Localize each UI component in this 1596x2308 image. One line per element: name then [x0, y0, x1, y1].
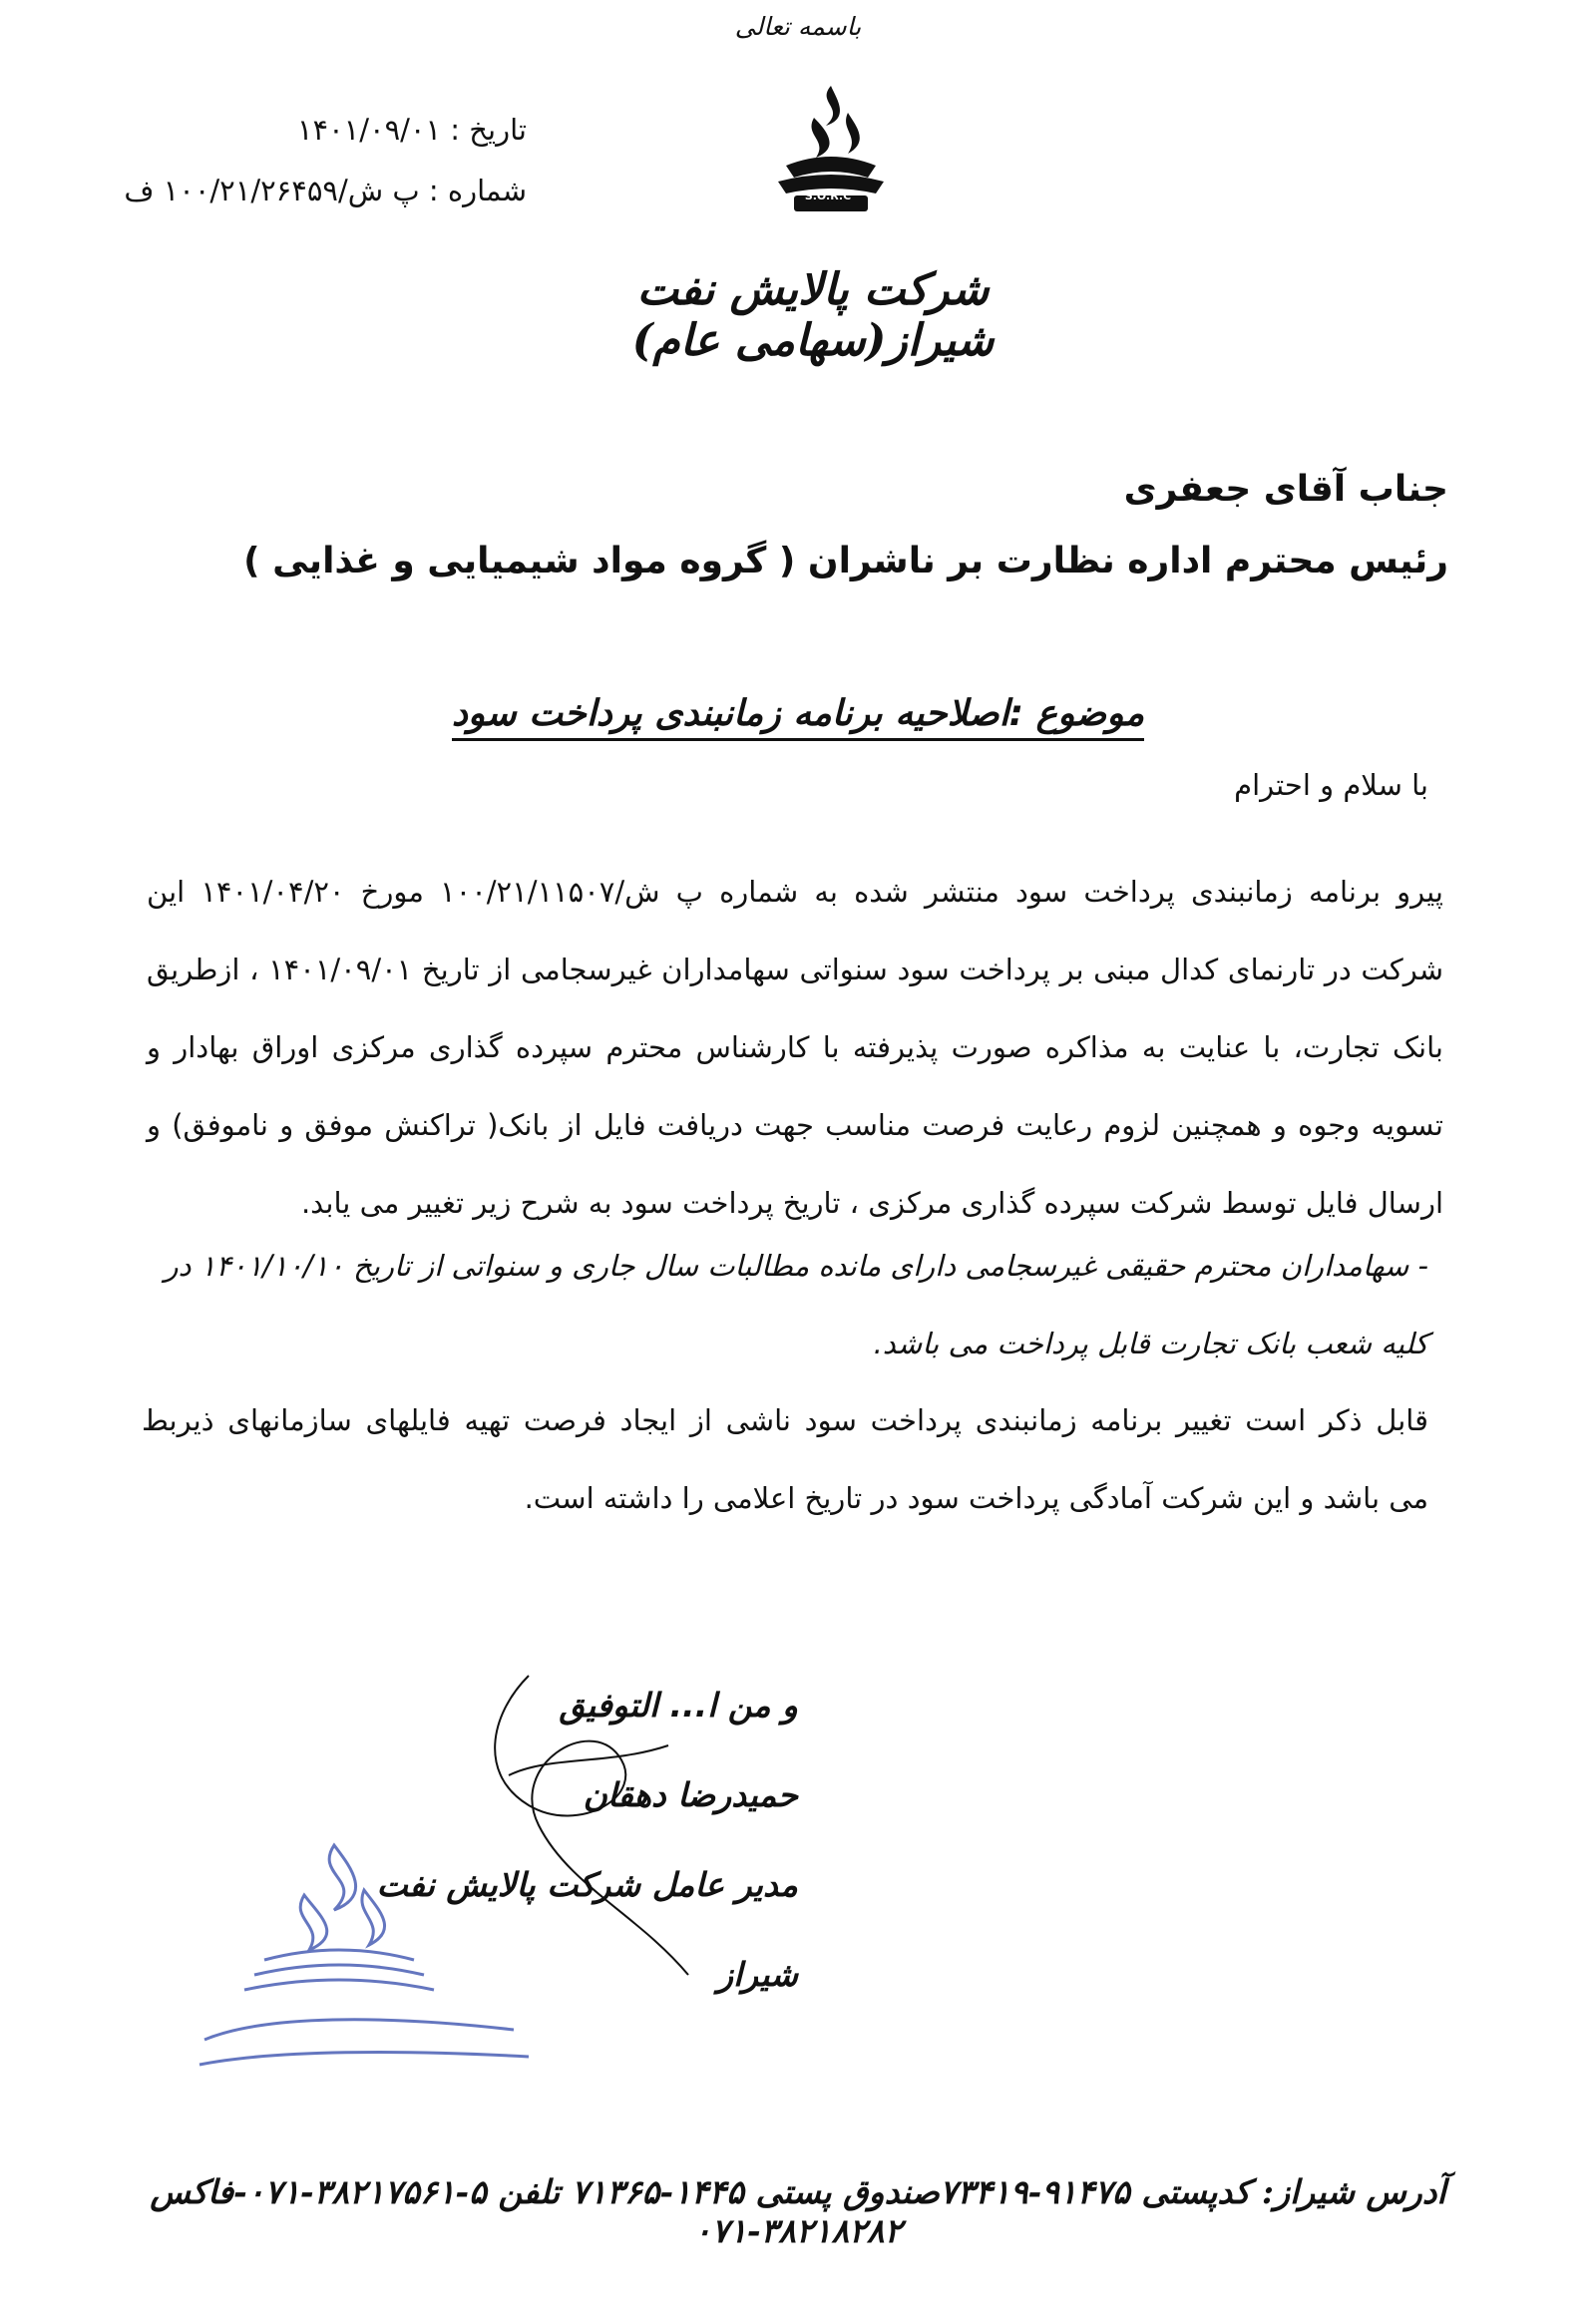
date-label: تاریخ :: [450, 113, 527, 147]
body-line: شرکت در تارنمای کدال مبنی بر پرداخت سود سنواتی سهامداران غیرسجامی از تاریخ ۱۴۰۱/۰۹/۰۱ ، ازطریق: [147, 953, 1443, 986]
note-line: قابل ذکر است تغییر برنامه زمانبندی پرداخت سود ناشی از ایجاد فرصت تهیه فایلهای سازمانهای ذیربط: [142, 1403, 1428, 1437]
greeting: با سلام و احترام: [1234, 768, 1428, 802]
date-value: ۱۴۰۱/۰۹/۰۱: [296, 113, 442, 147]
addressee-name: جناب آقای جعفری: [1123, 469, 1448, 510]
body-line: بانک تجارت، با عنایت به مذاکره صورت پذیرفته با کارشناس محترم سپرده گذاری مرکزی اوراق بهادار و: [147, 1030, 1443, 1064]
body-line: ارسال فایل توسط شرکت سپرده گذاری مرکزی ، تاریخ پرداخت سود به شرح زیر تغییر می یابد.: [300, 1186, 1443, 1220]
note-line: می باشد و این شرکت آمادگی پرداخت سود در تاریخ اعلامی را داشته است.: [524, 1481, 1428, 1515]
body-line: پیرو برنامه زمانبندی پرداخت سود منتشر شده به شماره پ ش/۱۰۰/۲۱/۱۱۵۰۷ مورخ ۱۴۰۱/۰۴/۲۰ این: [147, 875, 1443, 909]
addressee-title: رئیس محترم اداره نظارت بر ناشران ( گروه مواد شیمیایی و غذایی ): [243, 541, 1448, 581]
footer-address: آدرس شیراز: کدپستی ۹۱۴۷۵-۷۳۴۱۹صندوق پستی ۱۴۴۵-۷۱۳۶۵ تلفن ۵-۳۸۲۱۷۵۶۱-۰۷۱-فاکس ۳۸۲۱۸۲۸۲-۰۷۱: [150, 2172, 1446, 2250]
number-label: شماره :: [428, 174, 527, 207]
bismillah-text: باسمه تعالی: [734, 12, 862, 41]
company-logo-icon: [756, 78, 906, 227]
company-name: شرکت پالایش نفت شیراز(سهامی عام): [631, 264, 995, 366]
note-paragraph: [142, 1381, 1428, 1537]
logo-caption-text: S.O.R.C: [804, 190, 852, 202]
bullet-item: [142, 1227, 1428, 1382]
closing-phrase: و من ا... التوفیق: [559, 1686, 798, 1725]
signer-title: مدیر عامل شرکت پالایش نفت شیراز: [376, 1865, 798, 1994]
company-stamp-icon: [185, 1825, 544, 2085]
subject-line: [299, 693, 1297, 734]
bullet-line: - سهامداران محترم حقیقی غیرسجامی دارای مانده مطالبات سال جاری و سنواتی از تاریخ ۱۴۰۱/۱۰/۱۰ در: [164, 1249, 1428, 1283]
body-line: تسویه وجوه و همچنین لزوم رعایت فرصت مناسب جهت دریافت فایل از بانک( تراکنش موفق و ناموفق) و: [147, 1108, 1443, 1142]
date-line: [108, 100, 527, 161]
bullet-line: کلیه شعب بانک تجارت قابل پرداخت می باشد.: [873, 1327, 1428, 1360]
signer-name: حمیدرضا دهقان: [583, 1775, 798, 1814]
body-paragraph: [147, 853, 1443, 1242]
letter-meta: [108, 100, 527, 221]
number-line: [108, 161, 527, 221]
logo-caption: [753, 190, 903, 202]
number-value: پ ش/۱۰۰/۲۱/۲۶۴۵۹ ف: [124, 174, 420, 207]
subject-text: موضوع :اصلاحیه برنامه زمانبندی پرداخت سود: [452, 693, 1144, 741]
